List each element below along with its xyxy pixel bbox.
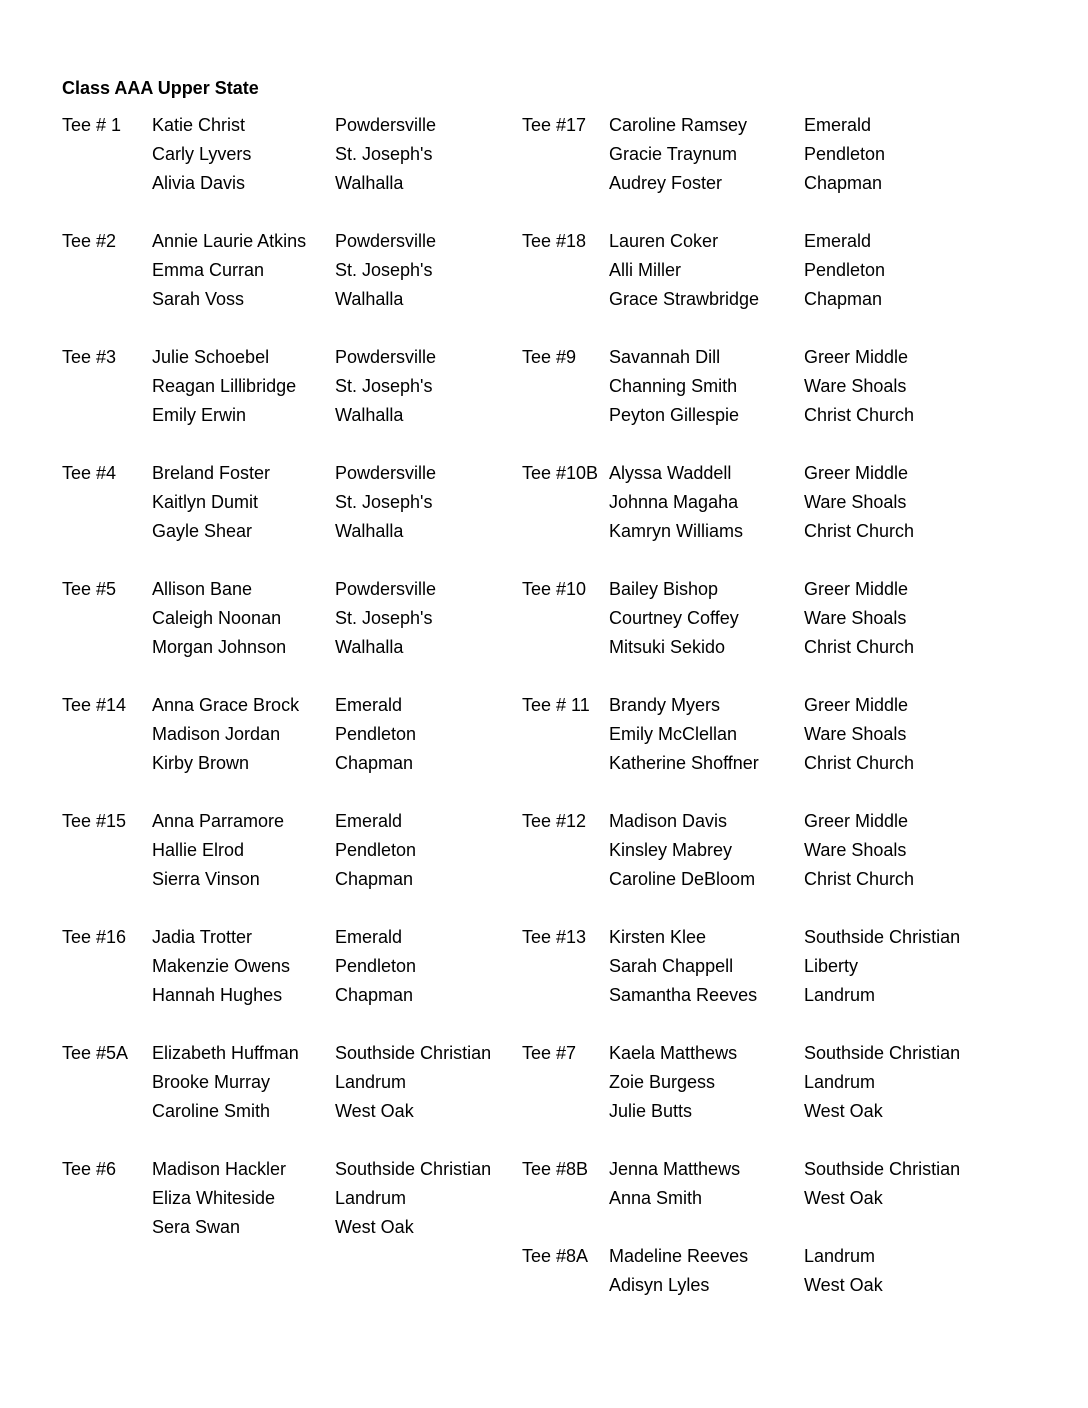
school-name: Emerald bbox=[335, 927, 403, 947]
school-name: Landrum bbox=[804, 1246, 876, 1266]
tee-label: Tee #5 bbox=[62, 579, 117, 599]
player-row bbox=[522, 401, 992, 430]
player-row bbox=[522, 981, 992, 1010]
player-name: Gracie Traynum bbox=[609, 144, 738, 164]
school-name: Walhalla bbox=[335, 637, 404, 657]
player-row bbox=[62, 111, 532, 140]
tee-label: Tee #18 bbox=[522, 231, 587, 251]
tee-group bbox=[522, 807, 992, 923]
school-name: Christ Church bbox=[804, 753, 915, 773]
school-name: Landrum bbox=[804, 1072, 876, 1092]
player-name: Katie Christ bbox=[152, 115, 246, 135]
player-row bbox=[522, 604, 992, 633]
player-row bbox=[62, 1155, 532, 1184]
tee-group bbox=[522, 923, 992, 1039]
school-name: Pendleton bbox=[335, 724, 417, 744]
school-name: Ware Shoals bbox=[804, 608, 907, 628]
player-name: Alli Miller bbox=[609, 260, 681, 280]
tee-label: Tee #6 bbox=[62, 1159, 117, 1179]
right-tee-column bbox=[522, 111, 992, 1358]
player-name: Bailey Bishop bbox=[609, 579, 719, 599]
school-name: Greer Middle bbox=[804, 463, 909, 483]
player-name: Brooke Murray bbox=[152, 1072, 271, 1092]
school-name: Liberty bbox=[804, 956, 859, 976]
school-name: Powdersville bbox=[335, 347, 437, 367]
school-name: Landrum bbox=[335, 1072, 407, 1092]
school-name: Ware Shoals bbox=[804, 376, 907, 396]
tee-group bbox=[522, 1242, 992, 1358]
school-name: St. Joseph's bbox=[335, 144, 433, 164]
school-name: Greer Middle bbox=[804, 579, 909, 599]
player-row bbox=[62, 749, 532, 778]
player-name: Madeline Reeves bbox=[609, 1246, 749, 1266]
player-name: Eliza Whiteside bbox=[152, 1188, 276, 1208]
player-row bbox=[522, 285, 992, 314]
school-name: Pendleton bbox=[804, 144, 886, 164]
school-name: Emerald bbox=[335, 695, 403, 715]
tee-label: Tee #5A bbox=[62, 1043, 129, 1063]
player-name: Kirby Brown bbox=[152, 753, 250, 773]
school-name: St. Joseph's bbox=[335, 608, 433, 628]
player-row bbox=[522, 169, 992, 198]
player-name: Anna Smith bbox=[609, 1188, 703, 1208]
player-row bbox=[62, 575, 532, 604]
tee-group bbox=[62, 227, 532, 343]
player-name: Reagan Lillibridge bbox=[152, 376, 297, 396]
left-tee-column bbox=[62, 111, 532, 1271]
school-name: Emerald bbox=[804, 115, 872, 135]
tee-group bbox=[62, 111, 532, 227]
player-row bbox=[522, 807, 992, 836]
school-name: Chapman bbox=[804, 289, 883, 309]
school-name: Southside Christian bbox=[804, 1159, 961, 1179]
player-name: Gayle Shear bbox=[152, 521, 253, 541]
school-name: Christ Church bbox=[804, 869, 915, 889]
player-name: Elizabeth Huffman bbox=[152, 1043, 299, 1063]
player-name: Sierra Vinson bbox=[152, 869, 260, 889]
player-name: Anna Grace Brock bbox=[152, 695, 300, 715]
player-row bbox=[62, 1184, 532, 1213]
player-name: Julie Butts bbox=[609, 1101, 693, 1121]
player-name: Mitsuki Sekido bbox=[609, 637, 726, 657]
player-row bbox=[522, 140, 992, 169]
player-name: Johnna Magaha bbox=[609, 492, 739, 512]
school-name: Pendleton bbox=[335, 840, 417, 860]
player-row bbox=[62, 227, 532, 256]
player-name: Sarah Voss bbox=[152, 289, 245, 309]
tee-group bbox=[522, 1155, 992, 1242]
player-name: Kaela Matthews bbox=[609, 1043, 738, 1063]
tee-label: Tee #7 bbox=[522, 1043, 577, 1063]
player-row bbox=[522, 923, 992, 952]
player-name: Grace Strawbridge bbox=[609, 289, 760, 309]
tee-label: Tee #8A bbox=[522, 1246, 589, 1266]
player-name: Hallie Elrod bbox=[152, 840, 245, 860]
tee-label: Tee #3 bbox=[62, 347, 117, 367]
player-row bbox=[62, 720, 532, 749]
player-row bbox=[62, 517, 532, 546]
player-row bbox=[62, 865, 532, 894]
school-name: Christ Church bbox=[804, 405, 915, 425]
player-name: Jenna Matthews bbox=[609, 1159, 741, 1179]
player-name: Caroline Ramsey bbox=[609, 115, 748, 135]
player-row bbox=[62, 1213, 532, 1242]
player-name: Carly Lyvers bbox=[152, 144, 252, 164]
page-title: Class AAA Upper State bbox=[62, 78, 259, 98]
player-name: Alyssa Waddell bbox=[609, 463, 732, 483]
school-name: West Oak bbox=[335, 1217, 414, 1237]
player-row bbox=[62, 343, 532, 372]
tee-group bbox=[62, 1039, 532, 1155]
school-name: Powdersville bbox=[335, 579, 437, 599]
player-row bbox=[522, 111, 992, 140]
school-name: Southside Christian bbox=[804, 927, 961, 947]
school-name: Landrum bbox=[335, 1188, 407, 1208]
player-name: Caroline Smith bbox=[152, 1101, 271, 1121]
school-name: Powdersville bbox=[335, 115, 437, 135]
school-name: Ware Shoals bbox=[804, 840, 907, 860]
school-name: Ware Shoals bbox=[804, 724, 907, 744]
tee-label: Tee #13 bbox=[522, 927, 587, 947]
player-name: Madison Davis bbox=[609, 811, 728, 831]
tee-group bbox=[522, 1039, 992, 1155]
player-row bbox=[522, 1039, 992, 1068]
player-row bbox=[62, 981, 532, 1010]
player-name: Morgan Johnson bbox=[152, 637, 287, 657]
tee-label: Tee #4 bbox=[62, 463, 117, 483]
school-name: Pendleton bbox=[804, 260, 886, 280]
player-row bbox=[522, 256, 992, 285]
player-row bbox=[522, 836, 992, 865]
player-name: Peyton Gillespie bbox=[609, 405, 740, 425]
school-name: Landrum bbox=[804, 985, 876, 1005]
school-name: Walhalla bbox=[335, 173, 404, 193]
tee-group bbox=[62, 575, 532, 691]
player-row bbox=[62, 1097, 532, 1126]
tee-label: Tee # 11 bbox=[522, 695, 590, 715]
player-name: Kinsley Mabrey bbox=[609, 840, 733, 860]
player-row bbox=[522, 488, 992, 517]
tee-group bbox=[522, 343, 992, 459]
school-name: St. Joseph's bbox=[335, 260, 433, 280]
tee-label: Tee #2 bbox=[62, 231, 117, 251]
player-row bbox=[62, 401, 532, 430]
player-row bbox=[62, 1039, 532, 1068]
player-name: Emma Curran bbox=[152, 260, 265, 280]
school-name: Ware Shoals bbox=[804, 492, 907, 512]
tee-group bbox=[62, 343, 532, 459]
player-name: Samantha Reeves bbox=[609, 985, 758, 1005]
player-name: Makenzie Owens bbox=[152, 956, 291, 976]
school-name: Southside Christian bbox=[804, 1043, 961, 1063]
tee-label: Tee #17 bbox=[522, 115, 587, 135]
player-row bbox=[522, 343, 992, 372]
player-name: Emily Erwin bbox=[152, 405, 247, 425]
player-row bbox=[522, 1097, 992, 1126]
player-row bbox=[522, 1271, 992, 1300]
school-name: Walhalla bbox=[335, 289, 404, 309]
player-row bbox=[522, 1155, 992, 1184]
player-row bbox=[522, 459, 992, 488]
player-row bbox=[522, 575, 992, 604]
player-name: Caroline DeBloom bbox=[609, 869, 756, 889]
player-name: Kamryn Williams bbox=[609, 521, 744, 541]
tee-group bbox=[522, 459, 992, 575]
school-name: St. Joseph's bbox=[335, 376, 433, 396]
school-name: Emerald bbox=[335, 811, 403, 831]
player-row bbox=[522, 691, 992, 720]
tee-group bbox=[522, 691, 992, 807]
player-row bbox=[62, 923, 532, 952]
player-name: Breland Foster bbox=[152, 463, 271, 483]
tee-group bbox=[522, 111, 992, 227]
school-name: Christ Church bbox=[804, 637, 915, 657]
school-name: Chapman bbox=[335, 869, 414, 889]
tee-group bbox=[62, 923, 532, 1039]
school-name: Southside Christian bbox=[335, 1159, 492, 1179]
tee-label: Tee #8B bbox=[522, 1159, 589, 1179]
player-name: Sera Swan bbox=[152, 1217, 241, 1237]
tee-label: Tee #9 bbox=[522, 347, 577, 367]
player-row bbox=[62, 169, 532, 198]
player-name: Audrey Foster bbox=[609, 173, 723, 193]
school-name: Chapman bbox=[335, 985, 414, 1005]
player-name: Julie Schoebel bbox=[152, 347, 270, 367]
player-row bbox=[62, 604, 532, 633]
school-name: Southside Christian bbox=[335, 1043, 492, 1063]
player-name: Kirsten Klee bbox=[609, 927, 707, 947]
school-name: Powdersville bbox=[335, 463, 437, 483]
school-name: Christ Church bbox=[804, 521, 915, 541]
player-row bbox=[522, 372, 992, 401]
tee-label: Tee #15 bbox=[62, 811, 127, 831]
tee-label: Tee # 1 bbox=[62, 115, 122, 135]
player-name: Jadia Trotter bbox=[152, 927, 253, 947]
player-row bbox=[62, 691, 532, 720]
player-row bbox=[522, 633, 992, 662]
tee-group bbox=[62, 1155, 532, 1271]
player-name: Emily McClellan bbox=[609, 724, 738, 744]
player-name: Zoie Burgess bbox=[609, 1072, 716, 1092]
player-name: Caleigh Noonan bbox=[152, 608, 282, 628]
player-row bbox=[62, 807, 532, 836]
school-name: Greer Middle bbox=[804, 811, 909, 831]
school-name: St. Joseph's bbox=[335, 492, 433, 512]
tee-label: Tee #12 bbox=[522, 811, 587, 831]
player-row bbox=[62, 836, 532, 865]
school-name: Powdersville bbox=[335, 231, 437, 251]
player-row bbox=[522, 952, 992, 981]
player-name: Hannah Hughes bbox=[152, 985, 283, 1005]
player-row bbox=[522, 517, 992, 546]
player-name: Lauren Coker bbox=[609, 231, 719, 251]
player-name: Annie Laurie Atkins bbox=[152, 231, 307, 251]
player-row bbox=[62, 372, 532, 401]
school-name: Walhalla bbox=[335, 521, 404, 541]
player-name: Courtney Coffey bbox=[609, 608, 739, 628]
player-name: Savannah Dill bbox=[609, 347, 721, 367]
tee-group bbox=[62, 691, 532, 807]
school-name: Walhalla bbox=[335, 405, 404, 425]
school-name: Emerald bbox=[804, 231, 872, 251]
school-name: West Oak bbox=[804, 1101, 883, 1121]
player-name: Katherine Shoffner bbox=[609, 753, 759, 773]
player-row bbox=[522, 720, 992, 749]
player-row bbox=[62, 488, 532, 517]
player-name: Alivia Davis bbox=[152, 173, 246, 193]
school-name: Greer Middle bbox=[804, 347, 909, 367]
player-row bbox=[62, 140, 532, 169]
player-name: Madison Hackler bbox=[152, 1159, 287, 1179]
player-row bbox=[62, 256, 532, 285]
player-name: Anna Parramore bbox=[152, 811, 285, 831]
school-name: Pendleton bbox=[335, 956, 417, 976]
school-name: West Oak bbox=[804, 1275, 883, 1295]
tee-label: Tee #10B bbox=[522, 463, 599, 483]
player-name: Allison Bane bbox=[152, 579, 253, 599]
tee-group bbox=[62, 807, 532, 923]
player-row bbox=[62, 1068, 532, 1097]
tee-label: Tee #14 bbox=[62, 695, 127, 715]
player-row bbox=[62, 952, 532, 981]
tee-group bbox=[522, 227, 992, 343]
player-row bbox=[522, 1242, 992, 1271]
school-name: Greer Middle bbox=[804, 695, 909, 715]
player-name: Adisyn Lyles bbox=[609, 1275, 710, 1295]
player-name: Channing Smith bbox=[609, 376, 738, 396]
player-row bbox=[62, 459, 532, 488]
tee-label: Tee #10 bbox=[522, 579, 587, 599]
player-row bbox=[522, 1184, 992, 1213]
player-name: Kaitlyn Dumit bbox=[152, 492, 259, 512]
player-row bbox=[522, 227, 992, 256]
player-name: Madison Jordan bbox=[152, 724, 281, 744]
player-row bbox=[522, 865, 992, 894]
player-name: Brandy Myers bbox=[609, 695, 721, 715]
player-row bbox=[522, 1068, 992, 1097]
tee-label: Tee #16 bbox=[62, 927, 127, 947]
player-row bbox=[522, 749, 992, 778]
school-name: West Oak bbox=[335, 1101, 414, 1121]
school-name: West Oak bbox=[804, 1188, 883, 1208]
tee-group bbox=[62, 459, 532, 575]
player-name: Sarah Chappell bbox=[609, 956, 734, 976]
school-name: Chapman bbox=[335, 753, 414, 773]
player-row bbox=[62, 633, 532, 662]
player-row bbox=[62, 285, 532, 314]
school-name: Chapman bbox=[804, 173, 883, 193]
tee-group bbox=[522, 575, 992, 691]
